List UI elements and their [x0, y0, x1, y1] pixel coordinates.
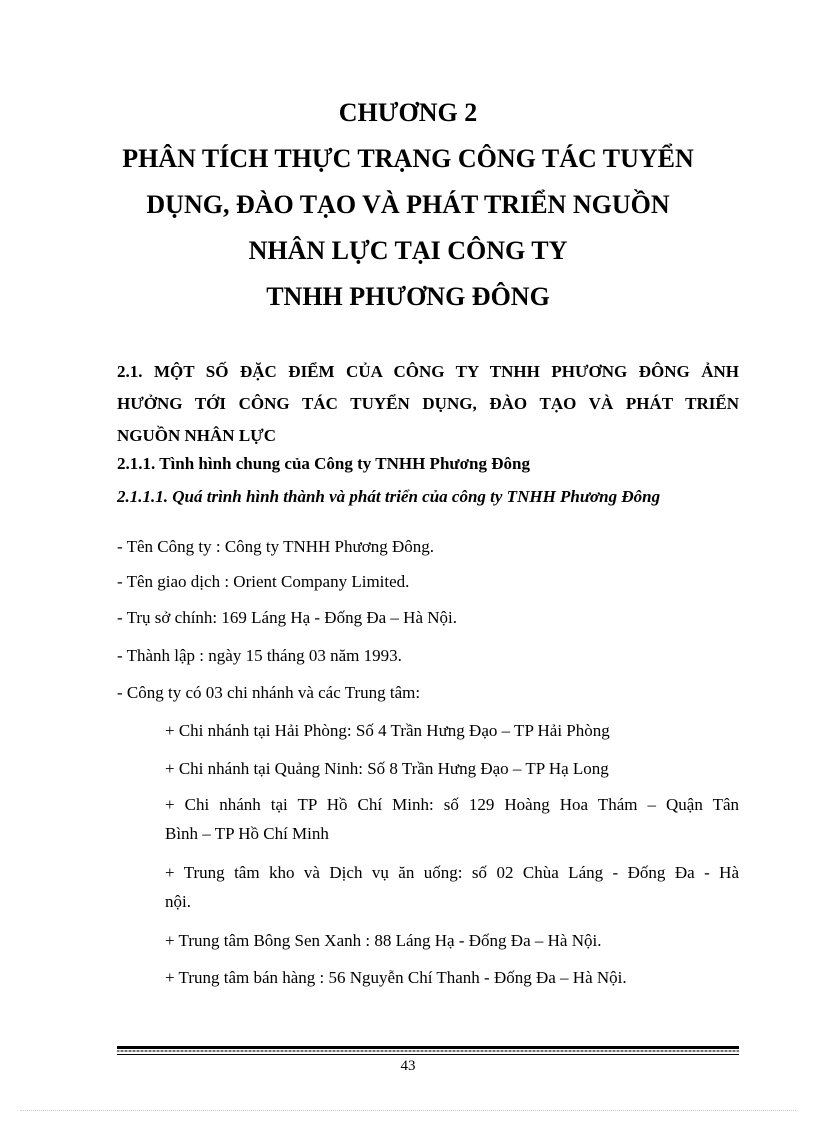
- center-sales: + Trung tâm bán hàng : 56 Nguyễn Chí Thanh - Đống Đa – Hà Nội.: [165, 968, 627, 987]
- branches-intro-line: - Công ty có 03 chi nhánh và các Trung tâm:: [117, 683, 421, 702]
- footer-rule: [117, 1046, 739, 1049]
- chapter-title-line-3: NHÂN LỰC TẠI CÔNG TY: [248, 236, 568, 265]
- chapter-heading: [0, 90, 816, 320]
- section-heading-line-1: 2.1. MỘT SỐ ĐẶC ĐIỂM CỦA CÔNG TY TNHH PHƯƠNG ĐÔNG ẢNH: [117, 362, 739, 381]
- subsection-heading: 2.1.1. Tình hình chung của Công ty TNHH Phương Đông: [117, 454, 530, 473]
- page-edge-guide: [20, 1110, 796, 1111]
- headquarters-line: - Trụ sở chính: 169 Láng Hạ - Đống Đa – Hà Nội.: [117, 608, 457, 627]
- section-heading: [117, 356, 739, 452]
- chapter-title-line-1: PHÂN TÍCH THỰC TRẠNG CÔNG TÁC TUYỂN: [122, 144, 694, 173]
- branch-hai-phong: + Chi nhánh tại Hải Phòng: Số 4 Trần Hưng Đạo – TP Hải Phòng: [165, 721, 610, 740]
- section-heading-line-2: HƯỞNG TỚI CÔNG TÁC TUYỂN DỤNG, ĐÀO TẠO VÀ PHÁT TRIỂN: [117, 394, 739, 413]
- center-warehouse-catering: [165, 858, 739, 916]
- founded-line: - Thành lập : ngày 15 tháng 03 năm 1993.: [117, 646, 402, 665]
- footer-rule-thin: [117, 1054, 739, 1055]
- subsubsection-heading: 2.1.1.1. Quá trình hình thành và phát triển của công ty TNHH Phương Đông: [117, 487, 661, 506]
- page-number: 43: [400, 1058, 416, 1074]
- chapter-title-line-2: DỤNG, ĐÀO TẠO VÀ PHÁT TRIỂN NGUỒN: [146, 190, 670, 219]
- center-warehouse-line-2: nội.: [165, 892, 191, 911]
- branch-ho-chi-minh-line-1: + Chi nhánh tại TP Hồ Chí Minh: số 129 Hoàng Hoa Thám – Quận Tân: [165, 795, 739, 814]
- branch-ho-chi-minh-line-2: Bình – TP Hồ Chí Minh: [165, 824, 329, 843]
- center-bong-sen-xanh: + Trung tâm Bông Sen Xanh : 88 Láng Hạ - Đống Đa – Hà Nội.: [165, 931, 602, 950]
- trade-name-line: - Tên giao dịch : Orient Company Limited.: [117, 572, 410, 591]
- branch-quang-ninh: + Chi nhánh tại Quảng Ninh: Số 8 Trần Hưng Đạo – TP Hạ Long: [165, 759, 609, 778]
- company-name-line: - Tên Công ty : Công ty TNHH Phương Đông.: [117, 537, 434, 556]
- chapter-title-line-4: TNHH PHƯƠNG ĐÔNG: [266, 282, 550, 311]
- branch-ho-chi-minh: [165, 790, 739, 848]
- footer-rule-shade: [117, 1050, 739, 1052]
- chapter-number: CHƯƠNG 2: [338, 98, 478, 127]
- center-warehouse-line-1: + Trung tâm kho và Dịch vụ ăn uống: số 02 Chùa Láng - Đống Đa - Hà: [165, 863, 739, 882]
- section-heading-line-3: NGUỒN NHÂN LỰC: [117, 426, 276, 445]
